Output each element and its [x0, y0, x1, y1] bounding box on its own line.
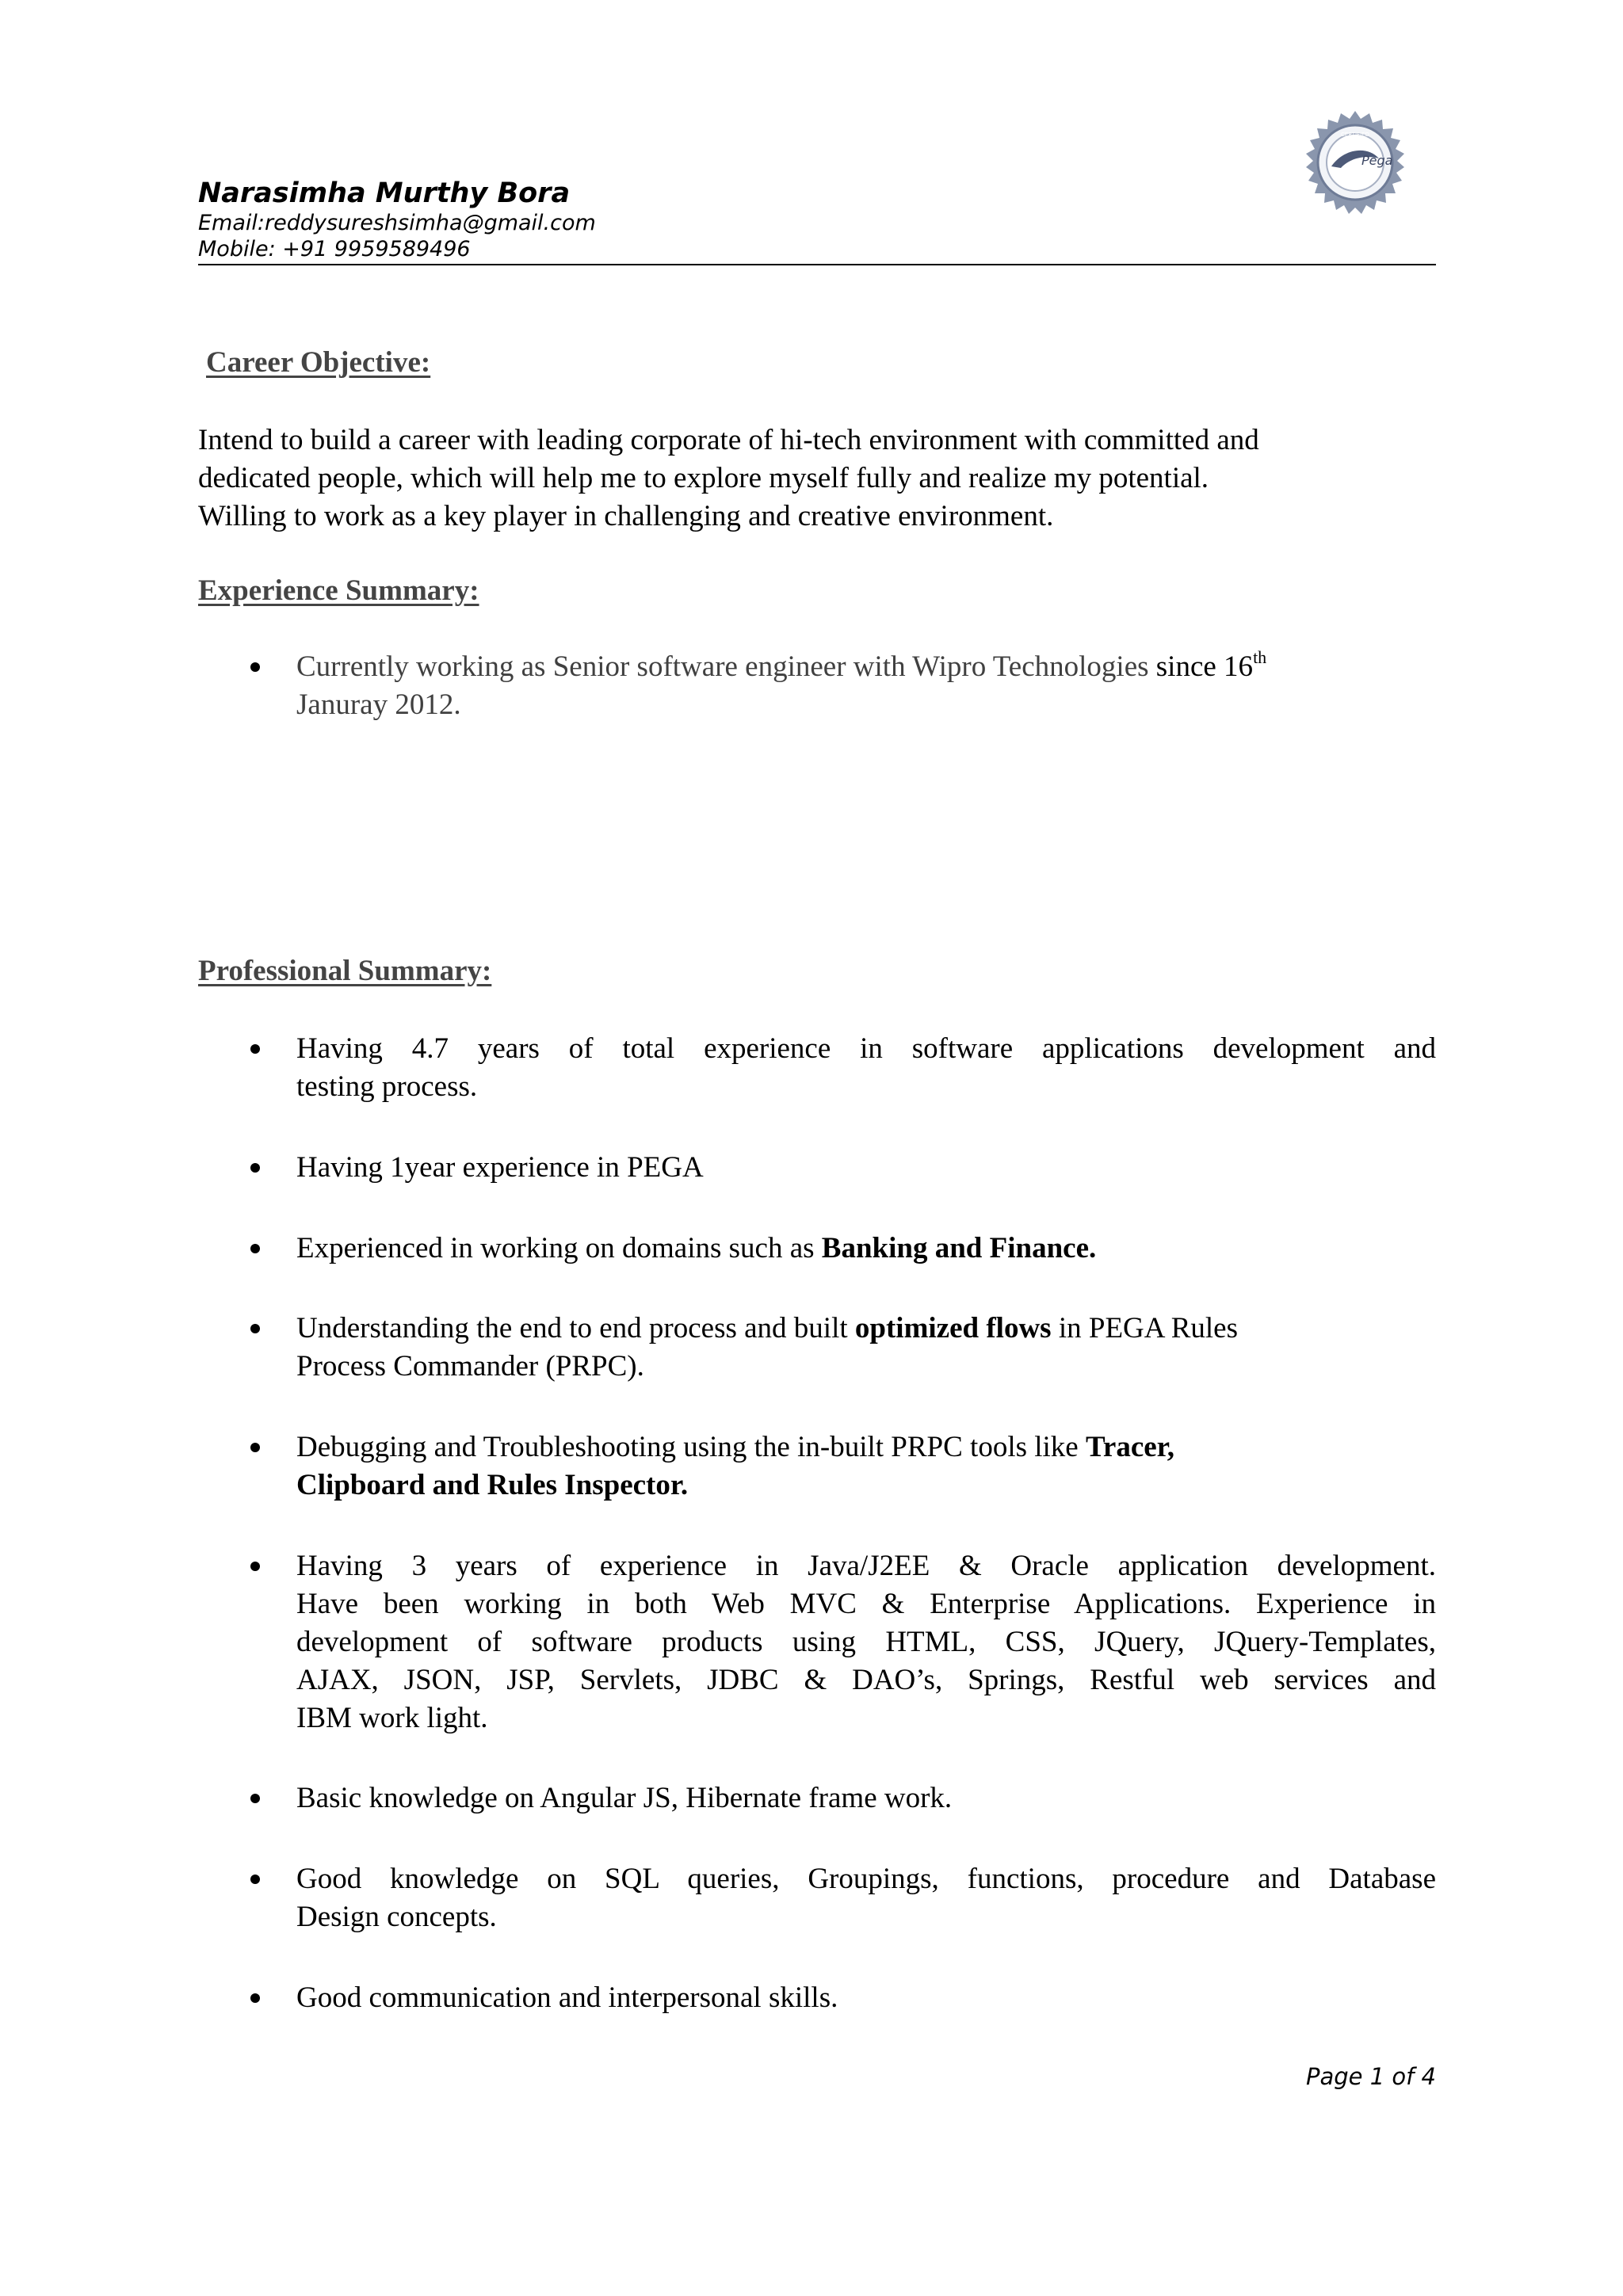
- bullet-icon: [250, 1163, 260, 1173]
- pega-certified-seal: [1300, 109, 1411, 220]
- experience-summary-heading: Experience Summary:: [198, 574, 479, 607]
- career-objective-line: Intend to build a career with leading corporate of hi-tech environment with committed and: [198, 424, 1259, 456]
- item-bold-text: Tracer,: [1085, 1431, 1174, 1463]
- item-bold-text: Banking and Finance.: [821, 1232, 1097, 1264]
- item-line: Good communication and interpersonal skills.: [296, 1981, 838, 2014]
- experience-since-text: since 16: [1155, 650, 1254, 683]
- professional-summary-heading: Professional Summary:: [198, 955, 492, 987]
- item-text: in PEGA Rules: [1051, 1312, 1238, 1344]
- item-line: AJAX, JSON, JSP, Servlets, JDBC & DAO’s, Springs, Restful web services and: [296, 1664, 1436, 1696]
- bullet-icon: [250, 662, 260, 672]
- item-text: Experienced in working on domains such as: [296, 1232, 822, 1264]
- bullet-icon: [250, 1443, 260, 1452]
- svg-text:CERTIFIED: CERTIFIED: [1341, 132, 1369, 138]
- item-line: Design concepts.: [296, 1901, 497, 1933]
- item-line: Have been working in both Web MVC & Enterprise Applications. Experience in: [296, 1588, 1436, 1620]
- bullet-icon: [250, 1875, 260, 1884]
- bullet-icon: [250, 1562, 260, 1571]
- candidate-name: Narasimha Murthy Bora: [198, 177, 571, 209]
- mobile-line: Mobile: +91 9959589496: [198, 237, 471, 261]
- item-line: testing process.: [296, 1070, 478, 1103]
- date-suffix: th: [1253, 647, 1267, 667]
- item-line: Basic knowledge on Angular JS, Hibernate frame work.: [296, 1782, 953, 1814]
- item-line: Having 3 years of experience in Java/J2EE & Oracle application development.: [296, 1550, 1436, 1582]
- experience-date-text: Januray 2012.: [296, 688, 461, 721]
- career-objective-line: dedicated people, which will help me to explore myself fully and realize my potential.: [198, 462, 1209, 494]
- page-number: Page 1 of 4: [1305, 2063, 1436, 2090]
- svg-text:Pega: Pega: [1361, 153, 1393, 168]
- header-divider: [198, 264, 1436, 265]
- item-line: Having 1year experience in PEGA: [296, 1151, 704, 1184]
- bullet-icon: [250, 1794, 260, 1803]
- item-line: Good knowledge on SQL queries, Groupings, functions, procedure and Database: [296, 1863, 1436, 1895]
- item-bold-line: Clipboard and Rules Inspector.: [296, 1469, 689, 1501]
- item-line: development of software products using HTML, CSS, JQuery, JQuery-Templates,: [296, 1626, 1436, 1658]
- item-line: Having 4.7 years of total experience in software applications development and: [296, 1032, 1436, 1065]
- bullet-icon: [250, 1993, 260, 2003]
- bullet-icon: [250, 1044, 260, 1054]
- experience-role-text: Currently working as Senior software engineer with Wipro Technologies: [296, 650, 1149, 683]
- bullet-icon: [250, 1324, 260, 1333]
- item-bold-text: optimized flows: [854, 1312, 1052, 1344]
- bullet-icon: [250, 1244, 260, 1253]
- item-line: Process Commander (PRPC).: [296, 1350, 644, 1383]
- career-objective-line: Willing to work as a key player in challenging and creative environment.: [198, 500, 1054, 532]
- item-text: Understanding the end to end process and built: [296, 1312, 855, 1344]
- career-objective-text: [198, 421, 1436, 536]
- item-text: Debugging and Troubleshooting using the in-built PRPC tools like: [296, 1431, 1086, 1463]
- item-line: IBM work light.: [296, 1702, 488, 1734]
- email-line: Email:reddysureshsimha@gmail.com: [198, 211, 596, 235]
- career-objective-heading: Career Objective:: [206, 346, 431, 379]
- seal-icon: [1300, 109, 1411, 220]
